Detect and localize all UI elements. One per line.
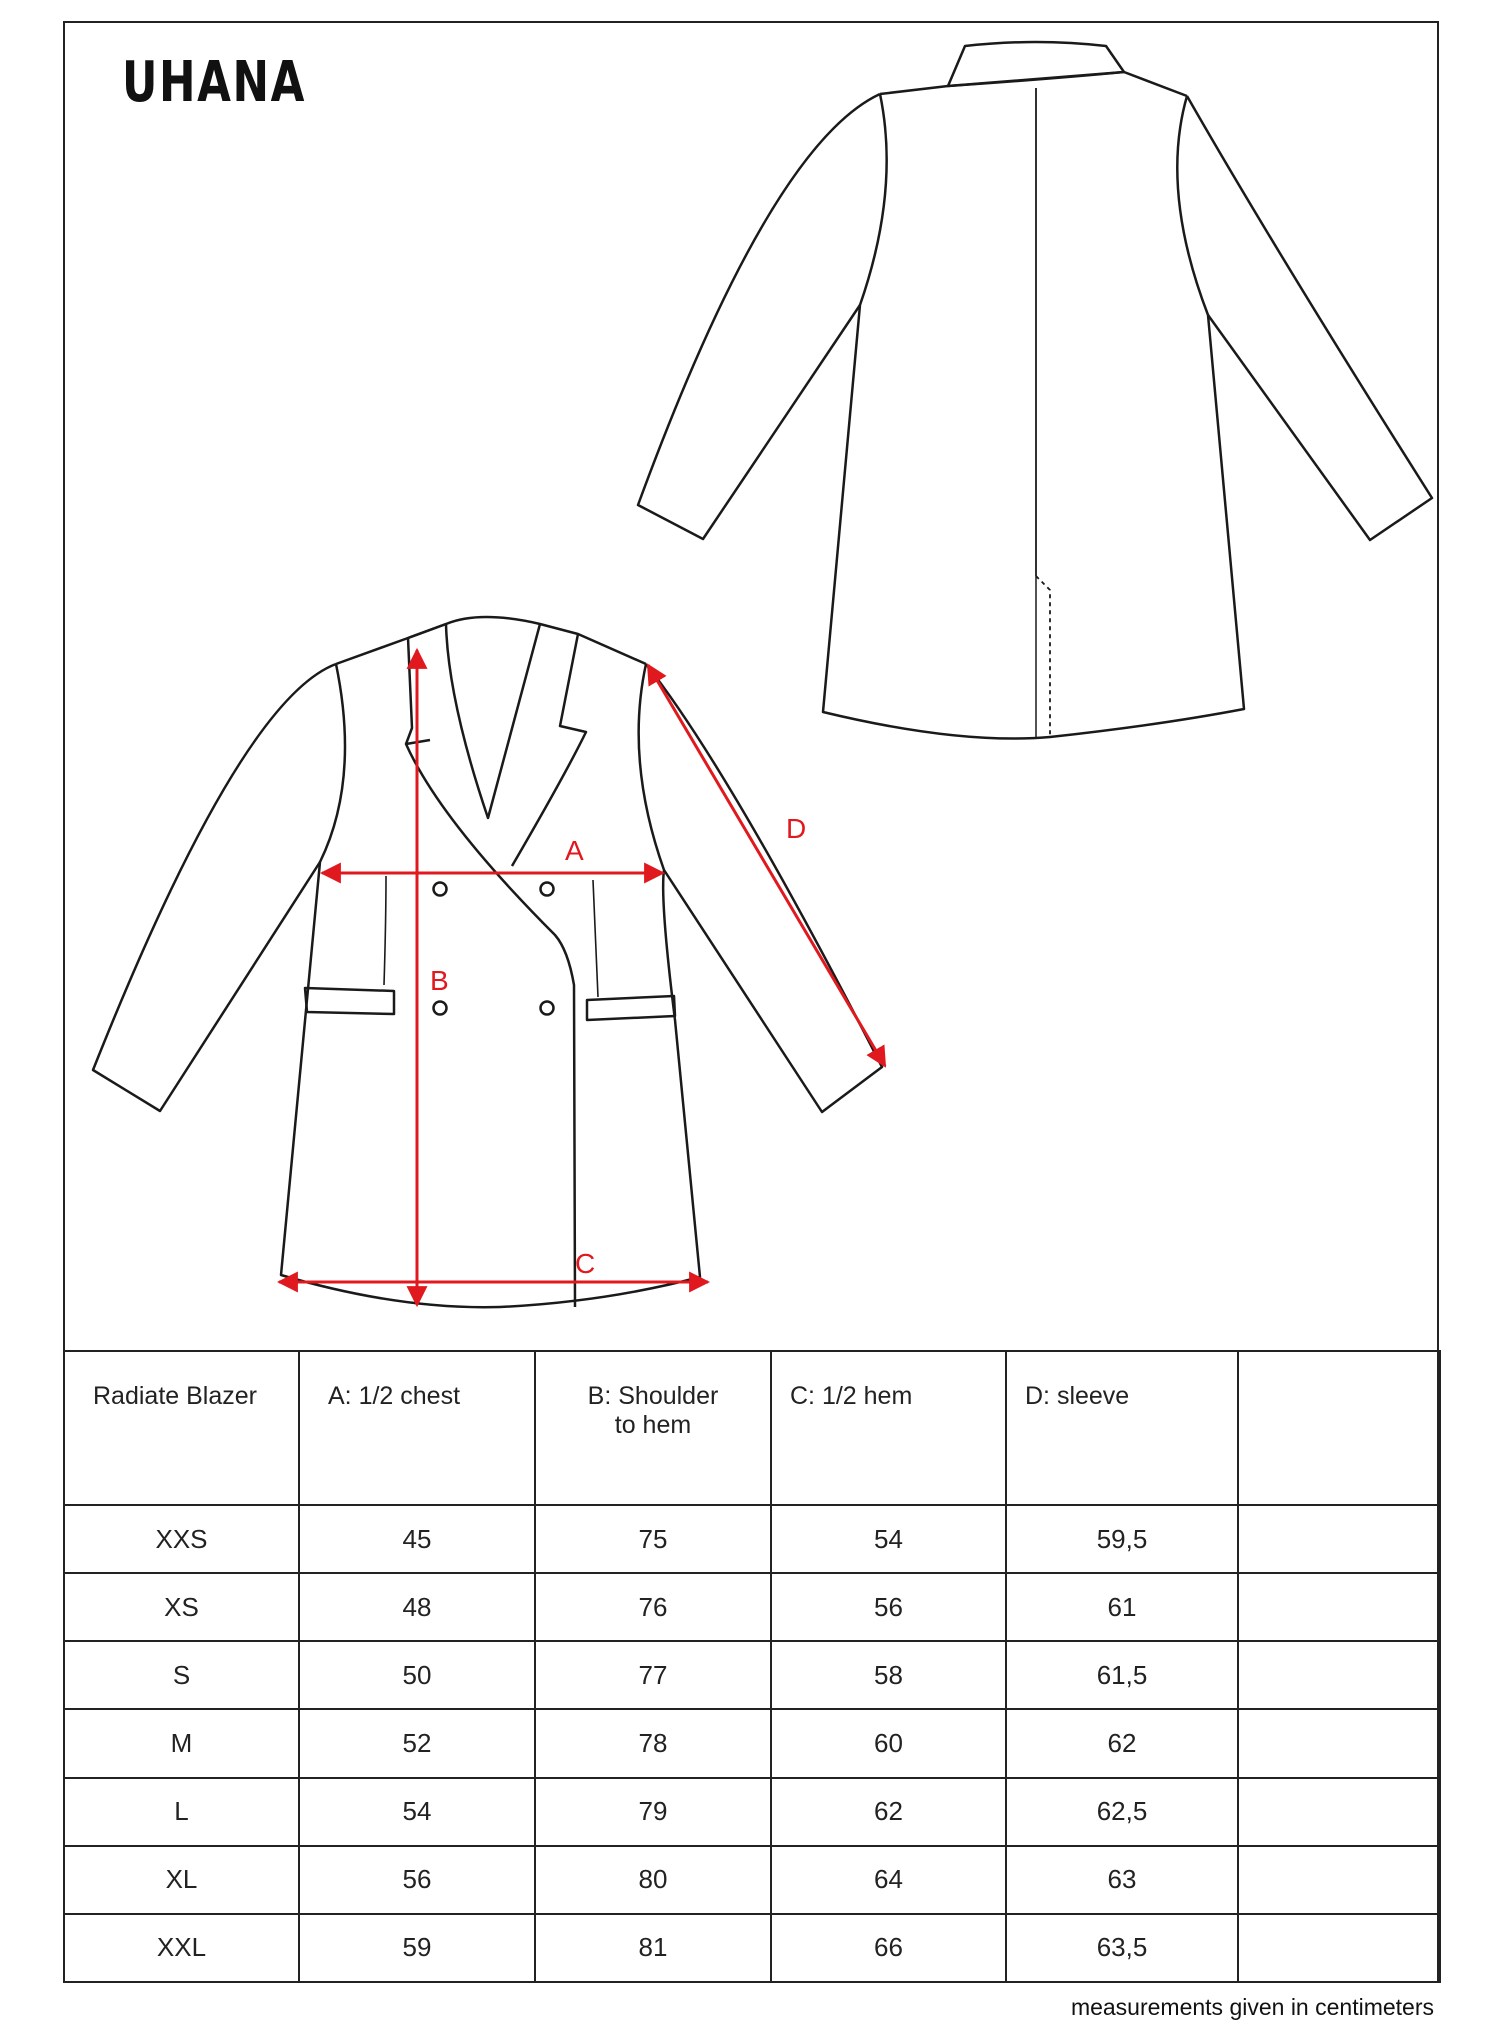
header-chest: A: 1/2 chest — [299, 1351, 535, 1505]
cell-shoulder-to-hem: 78 — [535, 1709, 771, 1777]
cell-hem: 56 — [771, 1573, 1006, 1641]
table-row — [64, 1914, 1440, 1982]
brand-logo: UHANA — [122, 50, 306, 115]
cell-size: XXS — [64, 1505, 299, 1573]
label-b: B — [430, 965, 449, 996]
table-row — [64, 1505, 1440, 1573]
cell-empty — [1238, 1709, 1440, 1777]
cell-chest: 54 — [299, 1778, 535, 1846]
cell-hem: 60 — [771, 1709, 1006, 1777]
cell-hem: 62 — [771, 1778, 1006, 1846]
measurement-unit-note: measurements given in centimeters — [1070, 1994, 1434, 2020]
cell-size: XS — [64, 1573, 299, 1641]
cell-shoulder-to-hem: 81 — [535, 1914, 771, 1982]
cell-empty — [1238, 1641, 1440, 1709]
cell-shoulder-to-hem: 80 — [535, 1846, 771, 1914]
cell-chest: 48 — [299, 1573, 535, 1641]
header-empty — [1238, 1351, 1440, 1505]
label-a: A — [565, 835, 584, 866]
label-c: C — [575, 1248, 596, 1279]
cell-shoulder-to-hem: 75 — [535, 1505, 771, 1573]
blazer-back-view — [638, 42, 1432, 739]
cell-sleeve: 61 — [1006, 1573, 1238, 1641]
cell-chest: 56 — [299, 1846, 535, 1914]
cell-hem: 58 — [771, 1641, 1006, 1709]
header-product-name: Radiate Blazer — [64, 1351, 299, 1505]
table-row — [64, 1573, 1440, 1641]
cell-sleeve: 61,5 — [1006, 1641, 1238, 1709]
cell-size: M — [64, 1709, 299, 1777]
table-header-row — [64, 1351, 1440, 1505]
header-sleeve: D: sleeve — [1006, 1351, 1238, 1505]
cell-hem: 54 — [771, 1505, 1006, 1573]
cell-shoulder-to-hem: 77 — [535, 1641, 771, 1709]
cell-sleeve: 63 — [1006, 1846, 1238, 1914]
cell-hem: 64 — [771, 1846, 1006, 1914]
cell-hem: 66 — [771, 1914, 1006, 1982]
header-shoulder-line1: B: Shoulder — [587, 1382, 719, 1410]
header-shoulder-to-hem — [535, 1351, 771, 1505]
cell-size: XL — [64, 1846, 299, 1914]
size-table — [63, 1350, 1441, 1983]
cell-size: L — [64, 1778, 299, 1846]
cell-sleeve: 62,5 — [1006, 1778, 1238, 1846]
blazer-front-view — [93, 617, 882, 1307]
cell-chest: 45 — [299, 1505, 535, 1573]
cell-size: XXL — [64, 1914, 299, 1982]
cell-sleeve: 63,5 — [1006, 1914, 1238, 1982]
cell-chest: 59 — [299, 1914, 535, 1982]
cell-empty — [1238, 1914, 1440, 1982]
table-row — [64, 1641, 1440, 1709]
cell-chest: 50 — [299, 1641, 535, 1709]
table-row — [64, 1846, 1440, 1914]
table-row — [64, 1709, 1440, 1777]
cell-empty — [1238, 1846, 1440, 1914]
cell-sleeve: 62 — [1006, 1709, 1238, 1777]
cell-empty — [1238, 1505, 1440, 1573]
cell-shoulder-to-hem: 76 — [535, 1573, 771, 1641]
measurement-lines — [279, 650, 885, 1305]
header-hem: C: 1/2 hem — [771, 1351, 1006, 1505]
label-d: D — [786, 813, 807, 844]
header-shoulder-line2: to hem — [614, 1410, 692, 1439]
cell-empty — [1238, 1573, 1440, 1641]
cell-size: S — [64, 1641, 299, 1709]
cell-chest: 52 — [299, 1709, 535, 1777]
cell-shoulder-to-hem: 79 — [535, 1778, 771, 1846]
measure-d-line — [648, 665, 885, 1066]
cell-empty — [1238, 1778, 1440, 1846]
table-row — [64, 1778, 1440, 1846]
cell-sleeve: 59,5 — [1006, 1505, 1238, 1573]
